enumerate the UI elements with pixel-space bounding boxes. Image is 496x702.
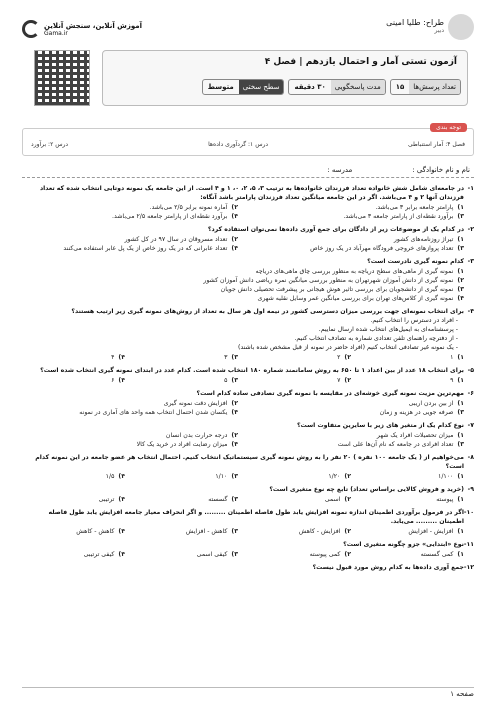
- options-grid: [22, 203, 464, 221]
- answer-option[interactable]: [22, 550, 125, 559]
- answer-option[interactable]: [135, 550, 238, 559]
- question-number: ۷-: [467, 422, 474, 429]
- answer-option[interactable]: [135, 353, 238, 362]
- question-text: نوع «ابتدایی» جزو چگونه متغیری است؟: [343, 541, 464, 548]
- option-text: تیراژ روزنامه‌های کشور: [393, 236, 454, 243]
- question-text: می‌خواهیم از ( یک جامعه ۱۰۰ نفره ) ۲۰ نفر را به روش نمونه گیری سیستماتیک انتخاب کنیم. احتمال انتخاب هر عضو جامعه در این نمونه کدام است؟: [35, 454, 464, 470]
- question-item: [22, 563, 474, 572]
- option-text: تعداد عابرانی که در یک روز خاص از یک پل عابر استفاده می‌کنند: [63, 245, 228, 252]
- topic-item: درس ۲: برآورد: [31, 141, 69, 148]
- option-number: ۱): [457, 400, 464, 407]
- answer-option[interactable]: [22, 276, 464, 285]
- question-number: ۱۲-: [463, 564, 474, 571]
- option-text: نمونه گیری از کلاس‌های تهران برای بررسی میانگین عمر وسایل نقلیه شهری: [257, 295, 454, 302]
- options-grid: [22, 431, 464, 449]
- option-number: ۲): [231, 400, 238, 407]
- option-number: ۲): [457, 277, 464, 284]
- answer-option[interactable]: [361, 550, 464, 559]
- question-text: نوع کدام یک از متغیر های زیر با سایرین متفاوت است؟: [296, 422, 464, 429]
- question-item: [22, 389, 474, 417]
- option-text: افزایش - کاهش: [298, 528, 341, 535]
- answer-option[interactable]: [248, 353, 351, 362]
- option-number: ۲): [344, 496, 351, 503]
- option-number: ۴): [231, 441, 238, 448]
- options-grid: [22, 495, 464, 504]
- option-number: ۱): [457, 551, 464, 558]
- student-name-label: نام و نام خانوادگی :: [412, 165, 470, 174]
- option-number: ۱): [457, 236, 464, 243]
- answer-option[interactable]: [248, 408, 464, 417]
- option-number: ۳): [231, 496, 238, 503]
- option-number: ۴): [118, 377, 125, 384]
- answer-option[interactable]: [22, 235, 238, 244]
- question-text: جمع آوری داده‌ها به کدام روش مورد قبول نیست؟: [312, 564, 464, 571]
- option-text: ۱/۵: [105, 473, 115, 480]
- answer-option[interactable]: [248, 431, 464, 440]
- answer-option[interactable]: [361, 376, 464, 385]
- option-number: ۴): [118, 473, 125, 480]
- question-text: مهم‌ترین مزیت نمونه گیری خوشه‌ای در مقایسه با نمونه گیری تصادفی ساده کدام است؟: [196, 390, 464, 397]
- option-text: کیفی ترتیبی: [83, 551, 115, 558]
- question-number: ۳-: [467, 258, 474, 265]
- answer-option[interactable]: [22, 212, 238, 221]
- question-item: [22, 508, 474, 536]
- question-item: [22, 366, 474, 385]
- option-number: ۲): [231, 236, 238, 243]
- option-number: ۳): [457, 213, 464, 220]
- site-url: Gama.ir: [44, 29, 68, 37]
- option-text: ۱: [450, 354, 454, 361]
- question-item: [22, 485, 474, 504]
- exam-info-row: [202, 79, 461, 95]
- answer-option[interactable]: [22, 294, 464, 303]
- option-number: ۴): [231, 213, 238, 220]
- exam-header: [22, 14, 474, 124]
- option-number: ۲): [344, 377, 351, 384]
- options-grid: [22, 353, 464, 362]
- answer-option[interactable]: [361, 353, 464, 362]
- answer-option[interactable]: [248, 244, 464, 253]
- designer-info: [386, 18, 444, 34]
- answer-option[interactable]: [135, 527, 238, 536]
- question-item: [22, 540, 474, 559]
- option-number: ۴): [118, 551, 125, 558]
- question-item: [22, 307, 474, 362]
- answer-option[interactable]: [22, 472, 125, 481]
- option-number: ۳): [457, 441, 464, 448]
- options-grid: [22, 472, 464, 481]
- designer-sub: دبیر: [434, 27, 444, 34]
- option-text: کمی پیوسته: [309, 551, 341, 558]
- topic-item: فصل ۴: آمار استنباطی: [408, 141, 465, 148]
- qr-code[interactable]: [34, 50, 90, 106]
- answer-option[interactable]: [22, 495, 125, 504]
- option-text: ۷: [337, 377, 341, 384]
- option-text: پارامتر جامعه برابر ۳ می‌باشد.: [375, 204, 454, 211]
- options-grid: [22, 267, 464, 303]
- answer-option[interactable]: [135, 472, 238, 481]
- answer-option[interactable]: [248, 440, 464, 449]
- question-number: ۱۰-: [463, 509, 474, 516]
- option-text: نمونه گیری از ماهی‌های سطح دریاچه به منظور بررسی چاق ماهی‌های دریاچه: [255, 268, 454, 275]
- option-text: برآورد نقطه‌ای از پارامتر جامعه ۲/۵ می‌باشد.: [112, 213, 228, 220]
- answer-option[interactable]: [22, 376, 125, 385]
- designer-avatar: [448, 14, 474, 40]
- question-text: اگر در فرمول برآوردی اطمینان اندازه نمونه افزایش یابد طول فاصله اطمینان ......... و اگر انحراف معیار جامعه افزایش یابد طول فاصله اطمینان ......... می‌یابد.: [48, 509, 464, 525]
- page-number: صفحه ۱: [450, 690, 474, 698]
- answer-option[interactable]: [135, 495, 238, 504]
- option-text: آماره نمونه برابر ۲/۵ می‌باشد.: [149, 204, 228, 211]
- answer-option[interactable]: [22, 527, 125, 536]
- options-grid: [22, 376, 464, 385]
- question-number: ۲-: [467, 226, 474, 233]
- question-number: ۱-: [467, 185, 474, 192]
- option-number: ۱): [457, 268, 464, 275]
- option-number: ۱): [457, 432, 464, 439]
- option-text: گسسته: [208, 496, 228, 503]
- option-number: ۳): [457, 409, 464, 416]
- question-number: ۸-: [467, 454, 474, 461]
- option-text: درجه حرارت بدن انسان: [165, 432, 228, 439]
- footer-divider: [22, 687, 474, 688]
- option-text: از بین بردن اریبی: [408, 400, 454, 407]
- option-number: ۲): [344, 473, 351, 480]
- student-info-bar: [22, 162, 474, 178]
- answer-option[interactable]: [248, 203, 464, 212]
- answer-option[interactable]: [22, 203, 238, 212]
- question-count-chip: تعداد پرسش‌ها ۱۵: [390, 79, 461, 95]
- answer-option[interactable]: [22, 408, 238, 417]
- option-number: ۱): [457, 496, 464, 503]
- question-text: (خرید و فروش کالایی براساس تعداد) تابع چه نوع متغیری است؟: [269, 486, 464, 493]
- option-text: ۱/۲۰: [328, 473, 341, 480]
- gama-logo-icon: [22, 20, 40, 38]
- option-number: ۱): [457, 528, 464, 535]
- option-number: ۳): [457, 245, 464, 252]
- option-number: ۳): [231, 551, 238, 558]
- questions-list: [22, 184, 474, 576]
- answer-option[interactable]: [248, 235, 464, 244]
- topics-box: [22, 124, 474, 156]
- options-grid: [22, 550, 464, 559]
- question-item: [22, 184, 474, 221]
- question-statement: - افراد در دسترس را انتخاب کنیم.: [370, 317, 458, 324]
- question-number: ۴-: [467, 308, 474, 315]
- option-text: تعداد پروازهای خروجی فرودگاه مهرآباد در یک روز خاص: [310, 245, 454, 252]
- option-number: ۴): [231, 409, 238, 416]
- answer-option[interactable]: [22, 267, 464, 276]
- topics-badge: توجه بندی: [430, 123, 467, 132]
- option-number: ۲): [231, 204, 238, 211]
- answer-option[interactable]: [248, 550, 351, 559]
- option-text: تعداد مسروقان در سال ۹۷ در کل کشور: [124, 236, 228, 243]
- answer-option[interactable]: [248, 399, 464, 408]
- option-text: ۳: [224, 354, 228, 361]
- option-text: نمونه گیری از دانش آموزان شهرتهران به منظور بررسی میانگین نمره ریاضی دانش آموزان کشور: [203, 277, 454, 284]
- question-statement: - پرسشنامه‌ای به ایمیل‌های انتخاب شده ارسال نماییم.: [318, 326, 458, 333]
- question-text: در جامعه‌ای شامل شش خانواده تعداد فرزندان خانواده‌ها به ترتیب ۳، ۵، ۲، ۰، ۱ و ۴ است. از این جامعه یک نمونه دوتایی انتخاب شده که تعداد فرزندان آنها ۲ و ۴ می‌باشد. اگر در این جامعه میانگین تعداد فرزندان پارامتر باشد آنگاه:: [39, 185, 464, 201]
- option-number: ۴): [118, 528, 125, 535]
- answer-option[interactable]: [22, 244, 238, 253]
- question-text: کدام نمونه گیری نادرست است؟: [367, 258, 464, 265]
- answer-option[interactable]: [361, 527, 464, 536]
- site-logo[interactable]: [22, 14, 142, 44]
- option-number: ۳): [231, 473, 238, 480]
- question-text: برای انتخاب نمونه‌ای جهت بررسی میزان دسترسی کشور در نیمه اول هر سال به تعداد از روش‌های نمونه گیری زیر ارتیب هستند؟: [71, 308, 464, 315]
- option-text: صرفه جویی در هزینه و زمان: [379, 409, 454, 416]
- question-item: [22, 225, 474, 253]
- options-grid: [22, 527, 464, 536]
- difficulty-chip: سطح سختی متوسط: [202, 79, 285, 95]
- option-text: ۲: [337, 354, 341, 361]
- option-number: ۳): [231, 528, 238, 535]
- question-text: در کدام یک از موضوعات زیر از دادگان برای جمع آوری داده‌ها نمی‌توان استفاده کرد؟: [207, 226, 464, 233]
- duration-chip: مدت پاسخگویی ۳۰ دقیقه: [288, 79, 385, 95]
- option-number: ۳): [231, 377, 238, 384]
- option-text: ۱/۱۰: [215, 473, 228, 480]
- question-statement: - از دفترچه راهنمای تلفن تعدادی شماره به تصادف انتخاب کنیم.: [294, 335, 458, 342]
- option-text: برآورد نقطه‌ای از پارامتر جامعه ۳ می‌باشد.: [343, 213, 454, 220]
- option-number: ۴): [231, 245, 238, 252]
- option-text: ترتیبی: [98, 496, 115, 503]
- option-text: ۴: [111, 354, 115, 361]
- option-number: ۱): [457, 377, 464, 384]
- options-grid: [22, 235, 464, 253]
- option-number: ۲): [344, 354, 351, 361]
- question-number: ۶-: [467, 390, 474, 397]
- answer-option[interactable]: [248, 212, 464, 221]
- option-text: کاهش - افزایش: [185, 528, 228, 535]
- question-item: [22, 453, 474, 481]
- option-text: میزان رضایت افراد در خرید یک کالا: [136, 441, 228, 448]
- question-number: ۵-: [467, 367, 474, 374]
- answer-option[interactable]: [22, 285, 464, 294]
- option-number: ۱): [457, 204, 464, 211]
- answer-option[interactable]: [248, 495, 351, 504]
- answer-option[interactable]: [22, 399, 238, 408]
- question-item: [22, 257, 474, 303]
- option-number: ۴): [118, 354, 125, 361]
- option-text: یکسان شدن احتمال انتخاب همه واحد های آماری در نمونه: [79, 409, 228, 416]
- answer-option[interactable]: [248, 472, 351, 481]
- site-name: آموزش آنلاین، سنجش آنلاین: [43, 21, 142, 30]
- option-text: افزایش دقت نمونه گیری: [163, 400, 228, 407]
- school-label: مدرسه :: [327, 165, 353, 174]
- option-text: میزان تحصیلات افراد یک شهر: [376, 432, 454, 439]
- answer-option[interactable]: [135, 376, 238, 385]
- answer-option[interactable]: [248, 376, 351, 385]
- option-text: پیوسته: [436, 496, 454, 503]
- option-number: ۱): [457, 473, 464, 480]
- answer-option[interactable]: [22, 431, 238, 440]
- option-text: کمی گسسته: [420, 551, 454, 558]
- option-text: کیفی اسمی: [196, 551, 228, 558]
- option-number: ۳): [457, 286, 464, 293]
- question-statement: - یک نمونه غیر تصادفی انتخاب کنیم (افراد حاضر در نمونه از قبل مشخص شده باشند): [238, 344, 458, 351]
- designer-label: طراح: طلیا امینی: [386, 18, 444, 27]
- option-text: افزایش - افزایش: [408, 528, 454, 535]
- option-text: ۱/۱۰۰: [438, 473, 454, 480]
- question-text: برای انتخاب ۱۸ عدد از بین اعداد ۱ تا ۶۵۰ به روش سامانمند شماره ۱۸۰ انتخاب شده است. کدام عدد در ابتدای نمونه گیری انتخاب شده است؟: [40, 367, 464, 374]
- option-text: تعداد افرادی در جامعه که نام آن‌ها علی است: [337, 441, 454, 448]
- option-text: اسمی: [324, 496, 341, 503]
- option-number: ۳): [231, 354, 238, 361]
- option-text: نمونه گیری از دانشجویان برای بررسی تاثیر هوش هیجانی بر پیشرفت تحصیلی دانش جویان: [220, 286, 454, 293]
- option-text: ۵: [224, 377, 228, 384]
- answer-option[interactable]: [361, 495, 464, 504]
- option-number: ۴): [457, 295, 464, 302]
- answer-option[interactable]: [22, 440, 238, 449]
- option-number: ۴): [118, 496, 125, 503]
- option-number: ۲): [231, 432, 238, 439]
- exam-title: آزمون تستی آمار و احتمال یازدهم | فصل ۴: [264, 57, 457, 67]
- option-number: ۲): [344, 551, 351, 558]
- option-number: ۲): [344, 528, 351, 535]
- option-text: ۹: [450, 377, 454, 384]
- question-item: [22, 421, 474, 449]
- answer-option[interactable]: [22, 353, 125, 362]
- options-grid: [22, 399, 464, 417]
- question-number: ۹-: [467, 486, 474, 493]
- answer-option[interactable]: [361, 472, 464, 481]
- answer-option[interactable]: [248, 527, 351, 536]
- topic-item: درس ۱: گردآوری داده‌ها: [208, 141, 269, 148]
- exam-title-panel: [102, 50, 468, 106]
- option-number: ۱): [457, 354, 464, 361]
- option-text: ۶: [111, 377, 115, 384]
- question-number: ۱۱-: [463, 541, 474, 548]
- option-text: کاهش - کاهش: [76, 528, 115, 535]
